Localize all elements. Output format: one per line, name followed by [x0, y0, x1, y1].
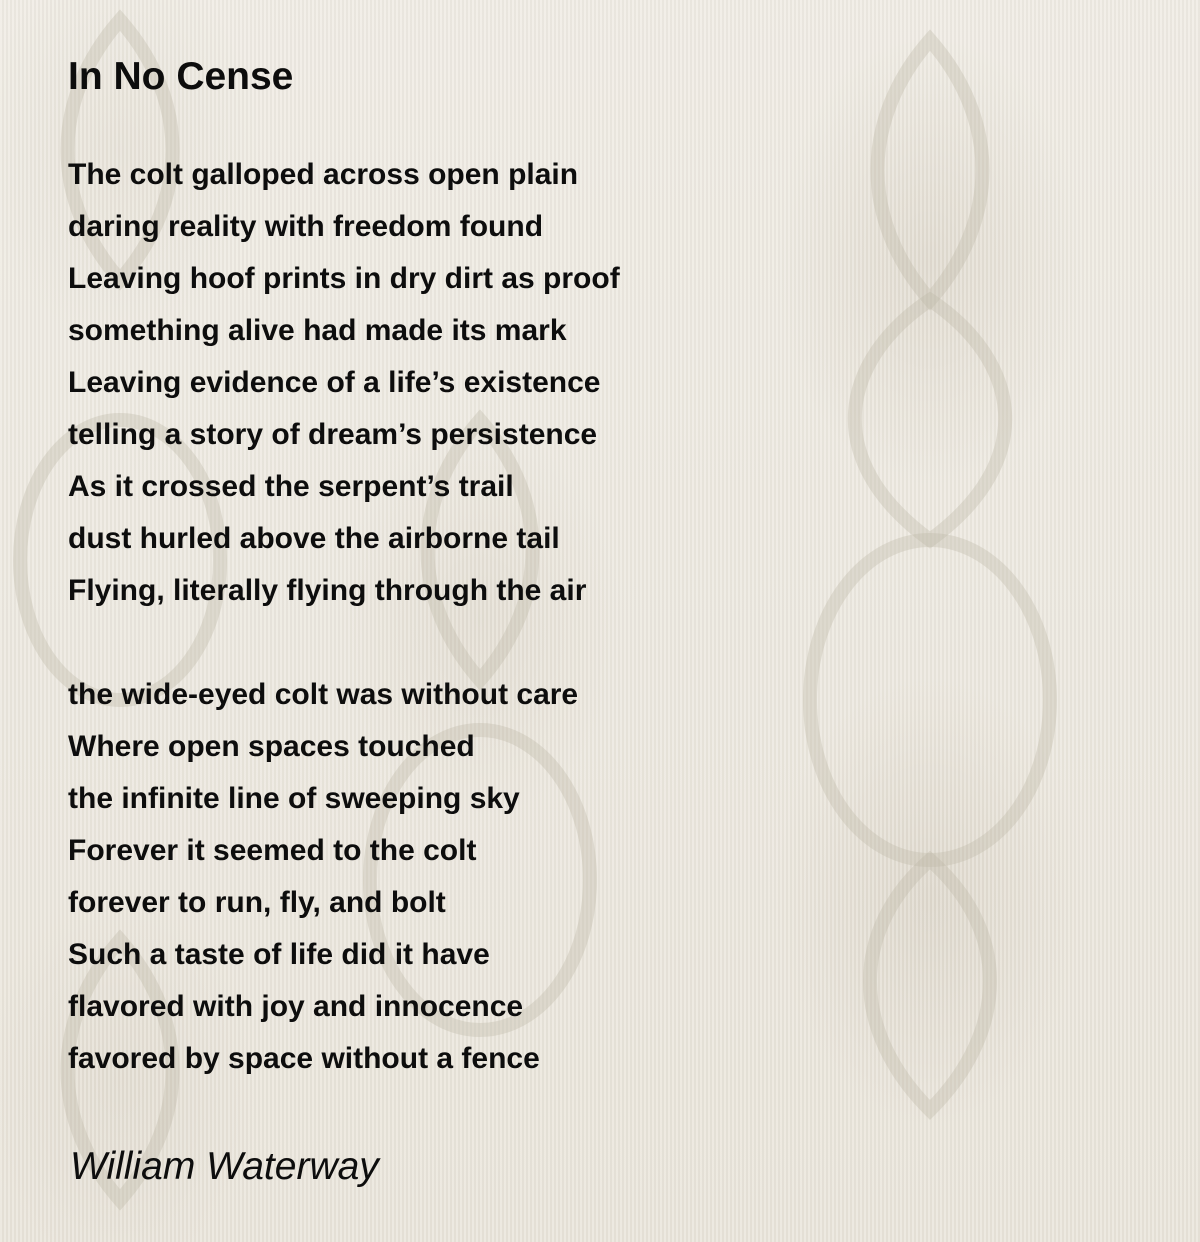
stanza-1: [68, 149, 968, 617]
poem-line: Such a taste of life did it have: [68, 938, 490, 971]
poem-line: favored by space without a fence: [68, 1042, 540, 1075]
poem-line: As it crossed the serpent’s trail: [68, 470, 514, 503]
poem-line: the wide-eyed colt was without care: [68, 678, 579, 711]
poem-container: [68, 52, 968, 1085]
poem-title: In No Cense: [68, 55, 294, 98]
poem-author: William Waterway: [70, 1145, 379, 1188]
stanza-2: [68, 669, 968, 1085]
poem-line: daring reality with freedom found: [68, 210, 544, 243]
poem-line: Where open spaces touched: [68, 730, 475, 763]
poem-line: Flying, literally flying through the air: [68, 574, 587, 607]
poem-line: Leaving hoof prints in dry dirt as proof: [68, 262, 620, 295]
poem-line: something alive had made its mark: [68, 314, 567, 347]
poem-line: Forever it seemed to the colt: [68, 834, 477, 867]
poem-line: flavored with joy and innocence: [68, 990, 524, 1023]
poem-line: forever to run, fly, and bolt: [68, 886, 446, 919]
poem-line: Leaving evidence of a life’s existence: [68, 366, 601, 399]
poem-line: telling a story of dream’s persistence: [68, 418, 598, 451]
poem-line: dust hurled above the airborne tail: [68, 522, 560, 555]
poem-line: the infinite line of sweeping sky: [68, 782, 520, 815]
poem-line: The colt galloped across open plain: [68, 158, 579, 191]
